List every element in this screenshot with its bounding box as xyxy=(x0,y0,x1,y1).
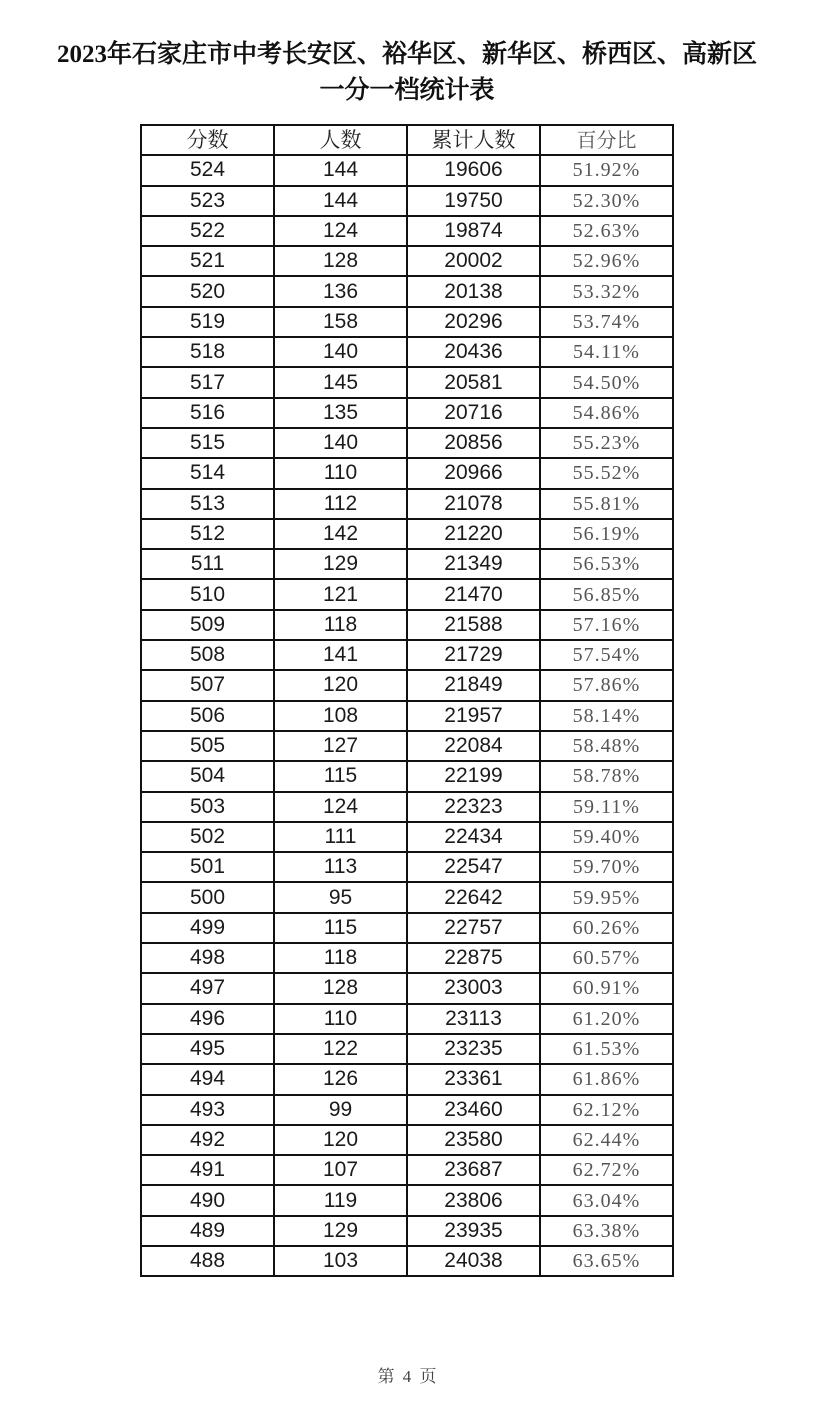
cell-cumulative: 21078 xyxy=(407,489,540,519)
cell-cumulative: 21220 xyxy=(407,519,540,549)
cell-cumulative: 22757 xyxy=(407,913,540,943)
cell-percentage: 56.85% xyxy=(540,579,673,609)
cell-cumulative: 22642 xyxy=(407,882,540,912)
table-row xyxy=(141,276,673,306)
cell-count: 110 xyxy=(274,458,407,488)
cell-count: 128 xyxy=(274,246,407,276)
cell-score: 518 xyxy=(141,337,274,367)
cell-count: 112 xyxy=(274,489,407,519)
cell-percentage: 52.96% xyxy=(540,246,673,276)
cell-score: 489 xyxy=(141,1216,274,1246)
cell-cumulative: 21729 xyxy=(407,640,540,670)
cell-count: 129 xyxy=(274,549,407,579)
cell-cumulative: 23361 xyxy=(407,1064,540,1094)
cell-percentage: 58.48% xyxy=(540,731,673,761)
cell-count: 113 xyxy=(274,852,407,882)
cell-score: 524 xyxy=(141,155,274,185)
cell-cumulative: 20436 xyxy=(407,337,540,367)
table-row xyxy=(141,519,673,549)
cell-count: 135 xyxy=(274,398,407,428)
cell-percentage: 57.86% xyxy=(540,670,673,700)
cell-percentage: 63.04% xyxy=(540,1185,673,1215)
table-row xyxy=(141,337,673,367)
cell-percentage: 60.57% xyxy=(540,943,673,973)
cell-cumulative: 20296 xyxy=(407,307,540,337)
cell-percentage: 61.53% xyxy=(540,1034,673,1064)
table-body xyxy=(141,155,673,1276)
table-row xyxy=(141,549,673,579)
cell-cumulative: 20966 xyxy=(407,458,540,488)
table-header xyxy=(141,125,673,155)
cell-percentage: 57.54% xyxy=(540,640,673,670)
table-row xyxy=(141,489,673,519)
table-row xyxy=(141,1155,673,1185)
cell-score: 520 xyxy=(141,276,274,306)
cell-cumulative: 23003 xyxy=(407,973,540,1003)
cell-count: 158 xyxy=(274,307,407,337)
cell-cumulative: 22547 xyxy=(407,852,540,882)
cell-score: 493 xyxy=(141,1095,274,1125)
cell-percentage: 55.81% xyxy=(540,489,673,519)
cell-percentage: 56.19% xyxy=(540,519,673,549)
cell-percentage: 60.91% xyxy=(540,973,673,1003)
cell-score: 500 xyxy=(141,882,274,912)
cell-percentage: 62.12% xyxy=(540,1095,673,1125)
table-row xyxy=(141,1004,673,1034)
cell-cumulative: 23580 xyxy=(407,1125,540,1155)
cell-count: 124 xyxy=(274,216,407,246)
table-row xyxy=(141,731,673,761)
cell-score: 503 xyxy=(141,792,274,822)
cell-cumulative: 19874 xyxy=(407,216,540,246)
cell-cumulative: 23935 xyxy=(407,1216,540,1246)
table-row xyxy=(141,155,673,185)
cell-cumulative: 21470 xyxy=(407,579,540,609)
cell-cumulative: 20581 xyxy=(407,367,540,397)
cell-cumulative: 23235 xyxy=(407,1034,540,1064)
cell-score: 490 xyxy=(141,1185,274,1215)
cell-score: 501 xyxy=(141,852,274,882)
header-count: 人数 xyxy=(274,125,407,155)
cell-count: 108 xyxy=(274,701,407,731)
cell-count: 115 xyxy=(274,761,407,791)
header-cumulative: 累计人数 xyxy=(407,125,540,155)
cell-score: 506 xyxy=(141,701,274,731)
cell-percentage: 54.11% xyxy=(540,337,673,367)
table-row xyxy=(141,1095,673,1125)
cell-cumulative: 22434 xyxy=(407,822,540,852)
document-title-line-1: 2023年石家庄市中考长安区、裕华区、新华区、桥西区、高新区 xyxy=(56,41,757,68)
cell-count: 142 xyxy=(274,519,407,549)
cell-score: 521 xyxy=(141,246,274,276)
cell-percentage: 59.95% xyxy=(540,882,673,912)
cell-count: 99 xyxy=(274,1095,407,1125)
cell-score: 507 xyxy=(141,670,274,700)
table-row xyxy=(141,1185,673,1215)
table-row xyxy=(141,943,673,973)
header-row xyxy=(141,125,673,155)
cell-percentage: 54.50% xyxy=(540,367,673,397)
cell-percentage: 63.65% xyxy=(540,1246,673,1276)
cell-percentage: 58.14% xyxy=(540,701,673,731)
cell-score: 511 xyxy=(141,549,274,579)
cell-count: 122 xyxy=(274,1034,407,1064)
cell-cumulative: 23113 xyxy=(407,1004,540,1034)
cell-score: 491 xyxy=(141,1155,274,1185)
cell-cumulative: 21849 xyxy=(407,670,540,700)
table-row xyxy=(141,216,673,246)
cell-percentage: 56.53% xyxy=(540,549,673,579)
table-row xyxy=(141,973,673,1003)
cell-cumulative: 19606 xyxy=(407,155,540,185)
cell-count: 115 xyxy=(274,913,407,943)
table-row xyxy=(141,246,673,276)
cell-count: 145 xyxy=(274,367,407,397)
cell-cumulative: 24038 xyxy=(407,1246,540,1276)
table-row xyxy=(141,186,673,216)
table-row xyxy=(141,1125,673,1155)
table-row xyxy=(141,1064,673,1094)
cell-score: 508 xyxy=(141,640,274,670)
table-row xyxy=(141,458,673,488)
cell-cumulative: 22875 xyxy=(407,943,540,973)
cell-score: 504 xyxy=(141,761,274,791)
cell-percentage: 62.44% xyxy=(540,1125,673,1155)
cell-score: 494 xyxy=(141,1064,274,1094)
cell-count: 128 xyxy=(274,973,407,1003)
cell-count: 127 xyxy=(274,731,407,761)
cell-score: 515 xyxy=(141,428,274,458)
table-row xyxy=(141,307,673,337)
cell-count: 103 xyxy=(274,1246,407,1276)
cell-score: 495 xyxy=(141,1034,274,1064)
cell-percentage: 60.26% xyxy=(540,913,673,943)
cell-count: 140 xyxy=(274,428,407,458)
cell-count: 120 xyxy=(274,670,407,700)
header-percentage: 百分比 xyxy=(540,125,673,155)
cell-percentage: 53.74% xyxy=(540,307,673,337)
cell-score: 492 xyxy=(141,1125,274,1155)
table-row xyxy=(141,852,673,882)
cell-score: 510 xyxy=(141,579,274,609)
table-row xyxy=(141,640,673,670)
cell-percentage: 61.20% xyxy=(540,1004,673,1034)
cell-percentage: 59.70% xyxy=(540,852,673,882)
table-row xyxy=(141,1216,673,1246)
cell-count: 124 xyxy=(274,792,407,822)
cell-cumulative: 23460 xyxy=(407,1095,540,1125)
cell-cumulative: 21957 xyxy=(407,701,540,731)
cell-count: 129 xyxy=(274,1216,407,1246)
cell-score: 517 xyxy=(141,367,274,397)
cell-count: 141 xyxy=(274,640,407,670)
cell-percentage: 59.40% xyxy=(540,822,673,852)
cell-cumulative: 21349 xyxy=(407,549,540,579)
table-row xyxy=(141,882,673,912)
table-row xyxy=(141,1246,673,1276)
table-row xyxy=(141,792,673,822)
cell-score: 509 xyxy=(141,610,274,640)
cell-cumulative: 22084 xyxy=(407,731,540,761)
cell-count: 118 xyxy=(274,943,407,973)
cell-cumulative: 20002 xyxy=(407,246,540,276)
cell-score: 505 xyxy=(141,731,274,761)
table-row xyxy=(141,761,673,791)
cell-score: 512 xyxy=(141,519,274,549)
cell-percentage: 58.78% xyxy=(540,761,673,791)
cell-score: 513 xyxy=(141,489,274,519)
cell-cumulative: 20138 xyxy=(407,276,540,306)
page-number: 第 4 页 xyxy=(377,1367,437,1386)
cell-count: 144 xyxy=(274,186,407,216)
cell-percentage: 52.30% xyxy=(540,186,673,216)
cell-percentage: 55.23% xyxy=(540,428,673,458)
cell-percentage: 63.38% xyxy=(540,1216,673,1246)
cell-cumulative: 22323 xyxy=(407,792,540,822)
cell-count: 118 xyxy=(274,610,407,640)
cell-count: 120 xyxy=(274,1125,407,1155)
table-row xyxy=(141,1034,673,1064)
document-title-line-2: 一分一档统计表 xyxy=(319,77,495,104)
table-row xyxy=(141,428,673,458)
cell-count: 95 xyxy=(274,882,407,912)
cell-percentage: 62.72% xyxy=(540,1155,673,1185)
cell-score: 523 xyxy=(141,186,274,216)
cell-cumulative: 23806 xyxy=(407,1185,540,1215)
cell-count: 110 xyxy=(274,1004,407,1034)
table-row xyxy=(141,913,673,943)
table-row xyxy=(141,701,673,731)
cell-cumulative: 20856 xyxy=(407,428,540,458)
cell-score: 499 xyxy=(141,913,274,943)
cell-count: 136 xyxy=(274,276,407,306)
header-score: 分数 xyxy=(141,125,274,155)
cell-score: 522 xyxy=(141,216,274,246)
cell-percentage: 53.32% xyxy=(540,276,673,306)
cell-percentage: 52.63% xyxy=(540,216,673,246)
table-row xyxy=(141,610,673,640)
cell-score: 498 xyxy=(141,943,274,973)
cell-cumulative: 19750 xyxy=(407,186,540,216)
cell-percentage: 57.16% xyxy=(540,610,673,640)
cell-cumulative: 20716 xyxy=(407,398,540,428)
cell-count: 107 xyxy=(274,1155,407,1185)
cell-score: 514 xyxy=(141,458,274,488)
score-distribution-table xyxy=(140,124,674,1277)
cell-percentage: 59.11% xyxy=(540,792,673,822)
cell-cumulative: 23687 xyxy=(407,1155,540,1185)
cell-score: 497 xyxy=(141,973,274,1003)
table-row xyxy=(141,579,673,609)
cell-percentage: 54.86% xyxy=(540,398,673,428)
cell-score: 519 xyxy=(141,307,274,337)
cell-count: 144 xyxy=(274,155,407,185)
table-row xyxy=(141,367,673,397)
cell-percentage: 61.86% xyxy=(540,1064,673,1094)
cell-score: 496 xyxy=(141,1004,274,1034)
cell-count: 119 xyxy=(274,1185,407,1215)
cell-count: 111 xyxy=(274,822,407,852)
table-row xyxy=(141,398,673,428)
cell-score: 502 xyxy=(141,822,274,852)
cell-percentage: 51.92% xyxy=(540,155,673,185)
cell-count: 140 xyxy=(274,337,407,367)
cell-score: 516 xyxy=(141,398,274,428)
table-row xyxy=(141,822,673,852)
cell-score: 488 xyxy=(141,1246,274,1276)
table-row xyxy=(141,670,673,700)
cell-count: 121 xyxy=(274,579,407,609)
cell-cumulative: 21588 xyxy=(407,610,540,640)
cell-count: 126 xyxy=(274,1064,407,1094)
cell-cumulative: 22199 xyxy=(407,761,540,791)
cell-percentage: 55.52% xyxy=(540,458,673,488)
